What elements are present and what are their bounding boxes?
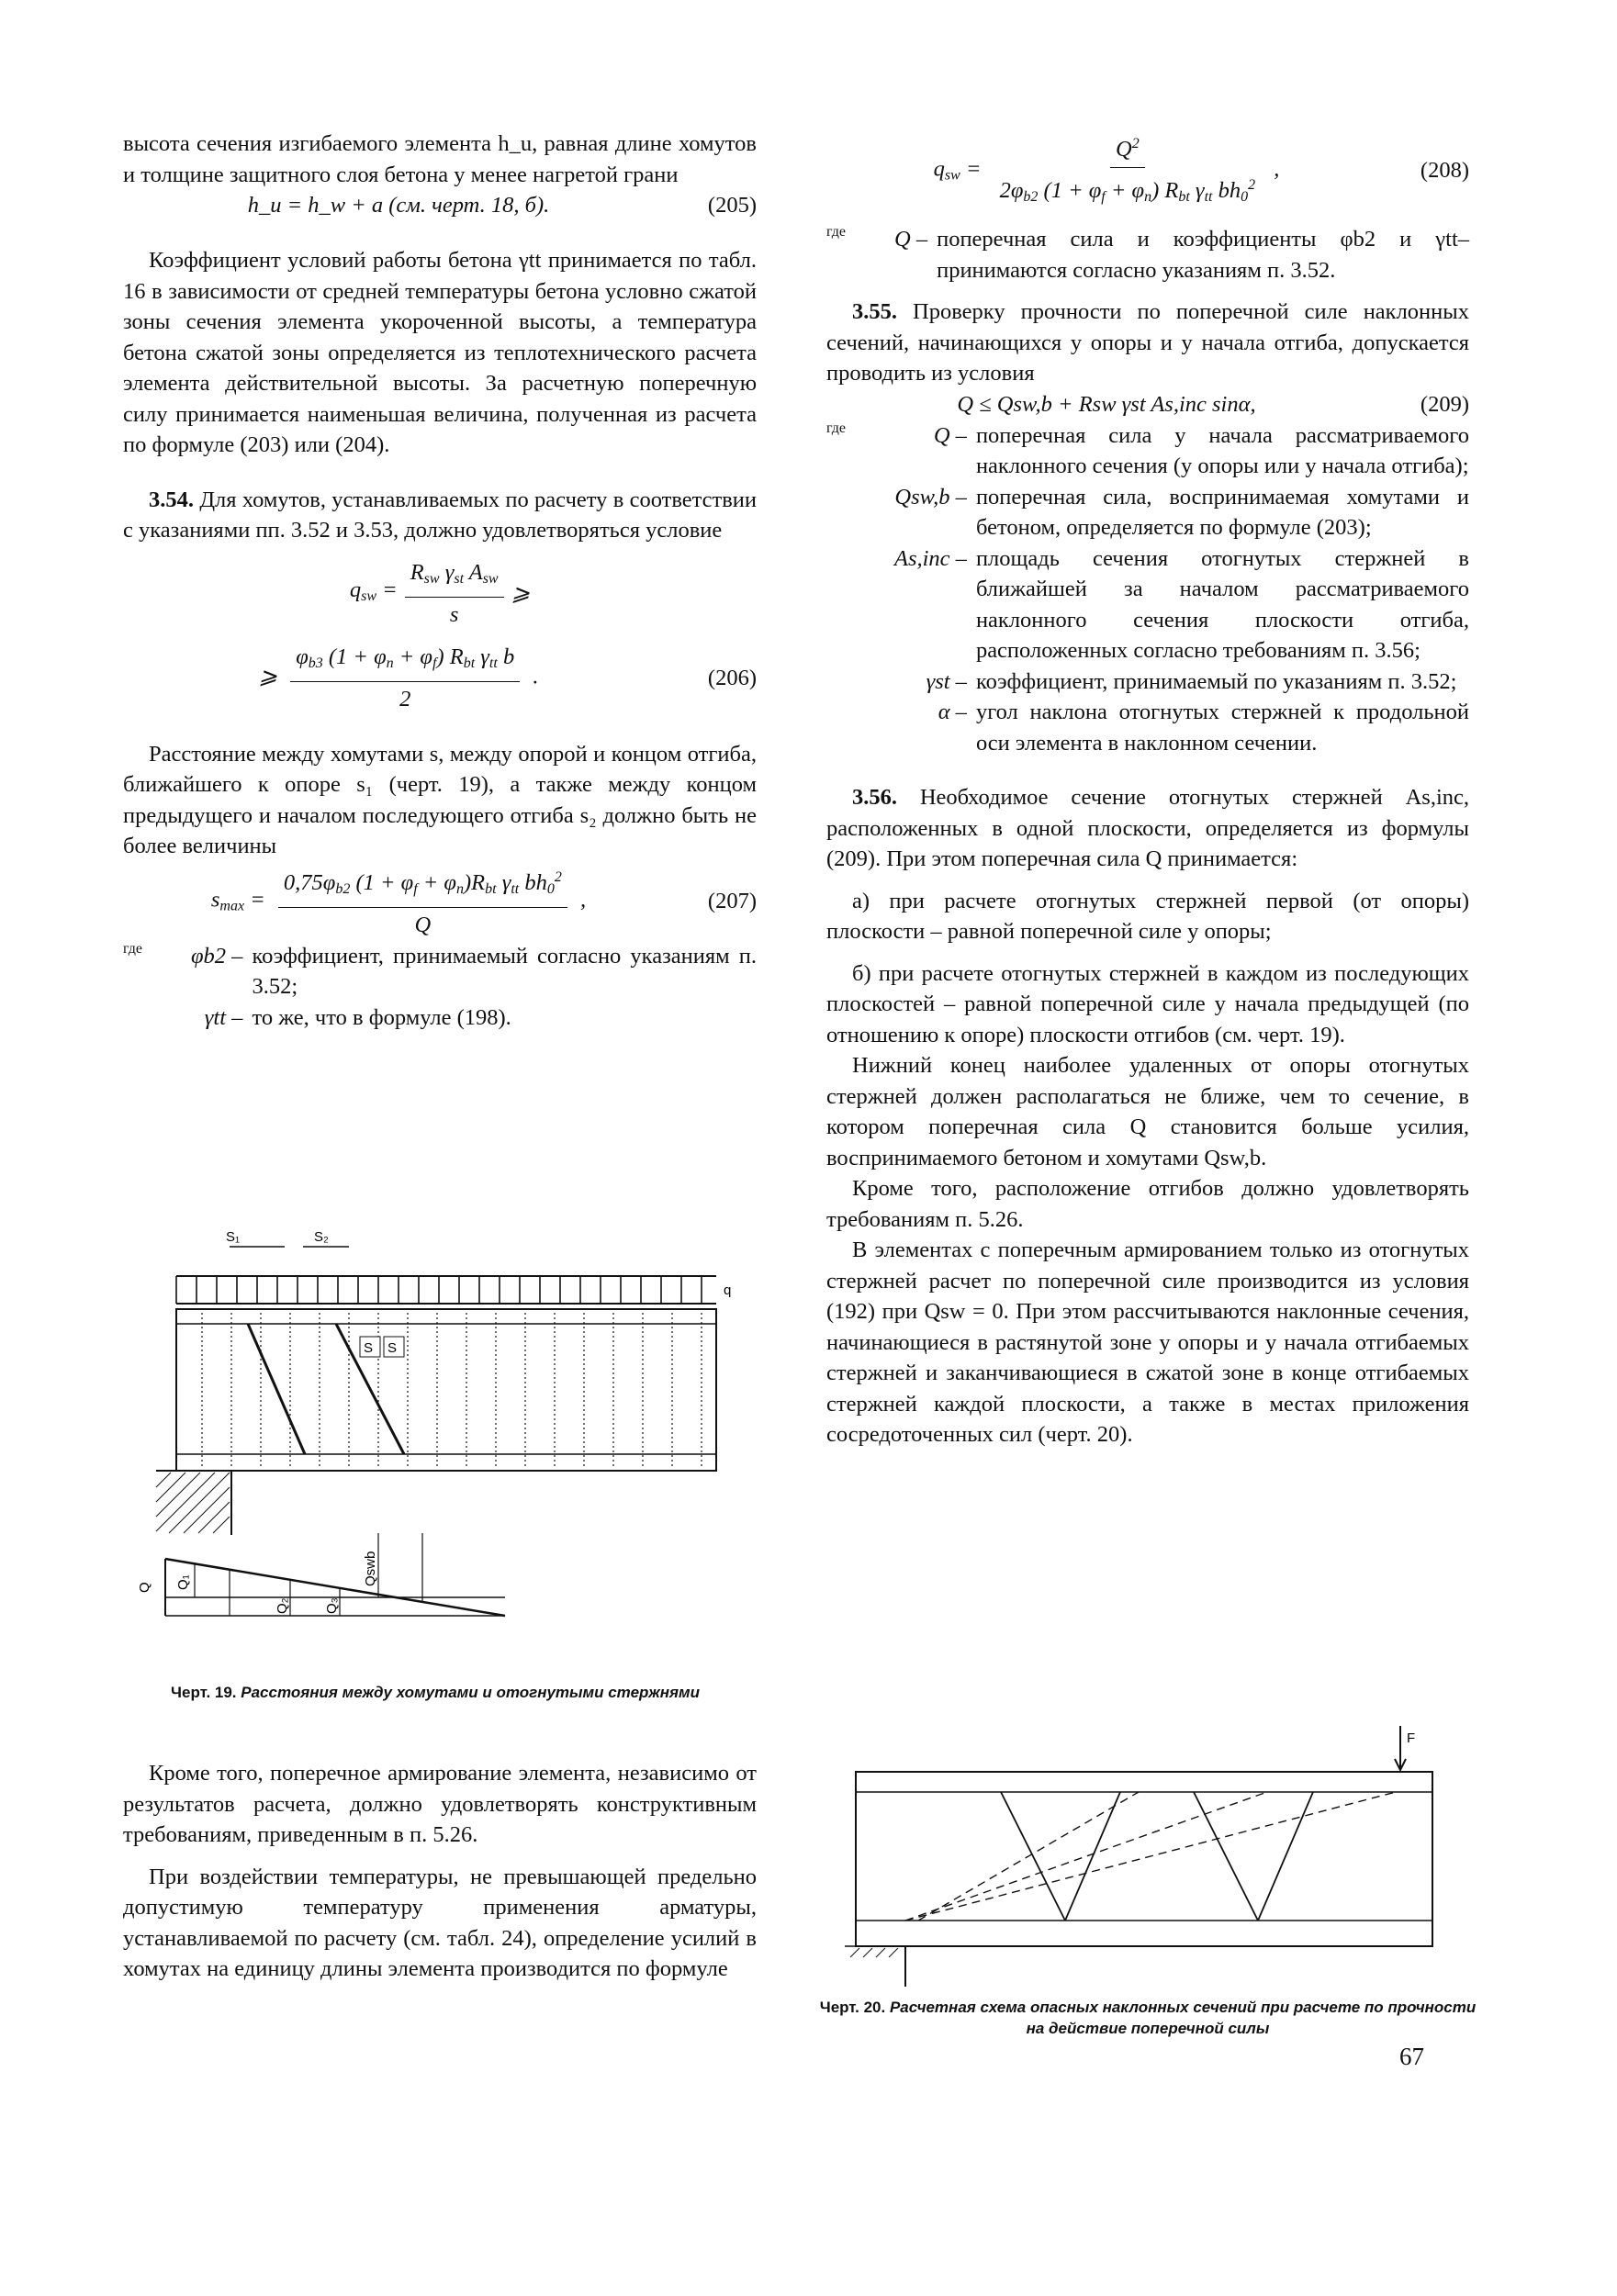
formula-207-legend <box>123 941 757 1034</box>
legend-value: поперечная сила и коэффициенты φb2 и γtt–принимаются согласно указаниям п. 3.52. <box>937 227 1469 283</box>
legend-value: площадь сечения отогнутых стержней в ближайшей за началом рассматриваемого наклонного сечения плоскости отгиба, расположенных согласно требованиям п. 3.56; <box>975 545 1469 663</box>
legend-value: поперечная сила, воспринимаемая хомутами и бетоном, определяется по формуле (203); <box>975 484 1469 540</box>
formula-205-expression: h_u = h_w + a (см. черт. 18, б). <box>247 193 550 218</box>
intro-paragraph: высота сечения изгибаемого элемента h_u, равная длине хомутов и толщине защитного слоя бетона у менее нагретой грани <box>123 131 757 187</box>
legend-value: коэффициент, принимаемый по указаниям п. 3.52; <box>975 668 1457 694</box>
spacing-paragraph: Расстояние между хомутами s, между опорой и концом отгиба, ближайшего к опоре s₁ (черт. 19), а также между концом предыдущего и началом последующего отгиба s₂ должно быть не более величины <box>123 741 757 858</box>
label-s: S <box>387 1340 398 1356</box>
section-355-paragraph <box>826 297 1469 389</box>
lower-end-paragraph: Нижний конец наиболее удаленных от опоры отогнутых стержней должен располагаться не ближе, чем то сечение, в котором поперечная сила Q становится больше усилия, воспринимаемого бетоном и хомутами Qsw,b. <box>826 1053 1469 1170</box>
legend-value: то же, что в формуле (198). <box>252 1004 511 1030</box>
besides-2-paragraph: Кроме того, расположение отгибов должно удовлетворять требованиям п. 5.26. <box>826 1176 1469 1232</box>
formula-205-number: (205) <box>707 193 757 218</box>
label-s2: S₂ <box>314 1229 329 1245</box>
label-Q1: Q₁ <box>175 1574 191 1590</box>
section-355-number: 3.55. <box>852 299 897 324</box>
figure-19-diagram <box>129 1221 753 1652</box>
formula-208-number: (208) <box>1420 158 1469 183</box>
right-column <box>826 129 1469 1450</box>
figure-20-caption <box>817 1997 1478 2039</box>
item-a-paragraph: а) при расчете отогнутых стержней первой (от опоры) плоскости – равной поперечной силе у опоры; <box>826 888 1469 944</box>
figure-19-caption-text: Расстояния между хомутами и отогнутыми стержнями <box>241 1684 700 1701</box>
formula-207-number: (207) <box>707 888 757 913</box>
left-column-bottom <box>123 1758 757 1985</box>
legend-key: As,inc – <box>894 545 967 571</box>
legend-key: α – <box>938 700 967 724</box>
where-label: где <box>826 224 847 240</box>
page-number: 67 <box>1399 2043 1424 2070</box>
figure-20-diagram <box>845 1726 1451 1992</box>
legend-value: поперечная сила у начала рассматриваемого наклонного сечения (у опоры или у начала отгиба); <box>975 422 1469 478</box>
label-Q: Q <box>137 1582 152 1593</box>
figure-20-caption-number: Черт. 20. <box>819 1999 886 2016</box>
legend-key: γst – <box>926 668 967 694</box>
left-column <box>123 129 757 1033</box>
formula-209-legend <box>826 420 1469 759</box>
legend-key: γtt – <box>204 1004 243 1030</box>
label-Q2: Q₂ <box>275 1597 290 1614</box>
legend-key: Q – <box>894 227 928 252</box>
section-354-text: Для хомутов, устанавливаемых по расчету в соответствии с указаниями пп. 3.52 и 3.53, должно удовлетворяться условие <box>123 487 758 543</box>
besides-paragraph: Кроме того, поперечное армирование элемента, независимо от результатов расчета, должно удовлетворять конструктивным требованиям, приведенным в п. 5.26. <box>123 1761 757 1847</box>
formula-206-number: (206) <box>707 665 757 690</box>
formula-205 <box>123 190 757 221</box>
label-F: F <box>1407 1730 1416 1746</box>
distributed-load-q <box>176 1276 702 1304</box>
bent-bars-paragraph: В элементах с поперечным армированием только из отогнутых стержней расчет по поперечной силе производится из условия (192) при Qsw = 0. При этом рассчитываются наклонные сечения, начинающиеся в растянутой зоне у опоры и у начала отгибаемых стержней и заканчивающиеся в сжатой зоне в конце отгибаемых стержней каждой плоскости, а также в местах приложения сосредоточенных сил (черт. 20). <box>826 1238 1469 1447</box>
section-355-text: Проверку прочности по поперечной силе наклонных сечений, начинающихся у опоры и у начала отгиба, допускается проводить из условия <box>826 299 1469 386</box>
formula-208-legend <box>826 224 1469 286</box>
label-Qswb: Qswb <box>363 1551 378 1586</box>
where-label: где <box>123 940 143 957</box>
temperature-paragraph: При воздействии температуры, не превышающей предельно допустимую температуру применения арматуры, устанавливаемой по расчету (см. табл. 24), определение усилий в хомутах на единицу длины элемента производится по формуле <box>123 1864 757 1981</box>
section-356-number: 3.56. <box>852 785 897 810</box>
figure-19-caption <box>114 1682 757 1703</box>
legend-value: коэффициент, принимаемый согласно указаниям п. 3.52; <box>252 943 757 999</box>
formula-206-line-1: $q_{sw}$ = $\frac{R_{sw} \gamma_{st} A_{sw}}{s}$ ⩾ <box>123 557 757 631</box>
legend-key: Q – <box>933 422 967 448</box>
section-354-number: 3.54. <box>149 487 194 512</box>
formula-209-expression: Q ≤ Qsw,b + Rsw γst As,inc sinα, <box>957 391 1256 417</box>
legend-key: φb2 – <box>191 943 243 969</box>
label-s1: S₁ <box>226 1229 241 1245</box>
formula-209 <box>826 389 1469 420</box>
label-q: q <box>724 1282 732 1298</box>
legend-value: угол наклона отогнутых стержней к продольной оси элемента в наклонном сечении. <box>975 700 1469 756</box>
coefficient-paragraph: Коэффициент условий работы бетона γtt принимается по табл. 16 в зависимости от средней температуры бетона условно сжатой зоны сечения элемента укороченной высоты, а температура бетона сжатой зоны определяется из теплотехнического расчета элемента действительной высоты. За расчетную поперечную силу принимается наименьшая величина, полученная из расчета по формуле (203) или (204). <box>123 248 757 457</box>
item-b-paragraph: б) при расчете отогнутых стержней в каждом из последующих плоскостей – равной поперечной силе у начала предыдущей (по отношению к опоре) плоскости отгибов (см. черт. 19). <box>826 960 1469 1047</box>
formula-209-number: (209) <box>1420 391 1469 417</box>
section-356-text: Необходимое сечение отогнутых стержней As,inc, расположенных в одной плоскости, определяется из формулы (209). При этом поперечная сила Q принимается: <box>826 785 1469 871</box>
legend-key: Qsw,b – <box>894 484 967 510</box>
formula-207: $s_{max}$ = $\frac{0,75\varphi_{b2} (1 + \varphi_f + \varphi_n)R_{bt} \gamma_{tt} bh_0^2}{Q}$ , (207) <box>123 862 757 941</box>
label-Q3: Q₃ <box>324 1597 340 1614</box>
formula-208: $q_{sw}$ = $\frac{Q^2}{2\varphi_{b2} (1 + \varphi_f + \varphi_n) R_{bt} \gamma_{tt} bh_0^2}$ , (208) <box>826 129 1469 213</box>
label-s: S <box>364 1340 374 1356</box>
section-354-paragraph <box>123 485 757 546</box>
formula-206-line-2: ⩾ $\frac{\varphi_{b3} (1 + \varphi_n + \varphi_f) R_{bt} \gamma_{tt} b}{2}$ . (206) <box>123 642 757 715</box>
section-356-paragraph <box>826 782 1469 875</box>
where-label: где <box>826 420 847 436</box>
figure-19-caption-number: Черт. 19. <box>171 1684 237 1701</box>
figure-20-caption-text: Расчетная схема опасных наклонных сечений при расчете по прочности на действие поперечной силы <box>889 1999 1477 2037</box>
